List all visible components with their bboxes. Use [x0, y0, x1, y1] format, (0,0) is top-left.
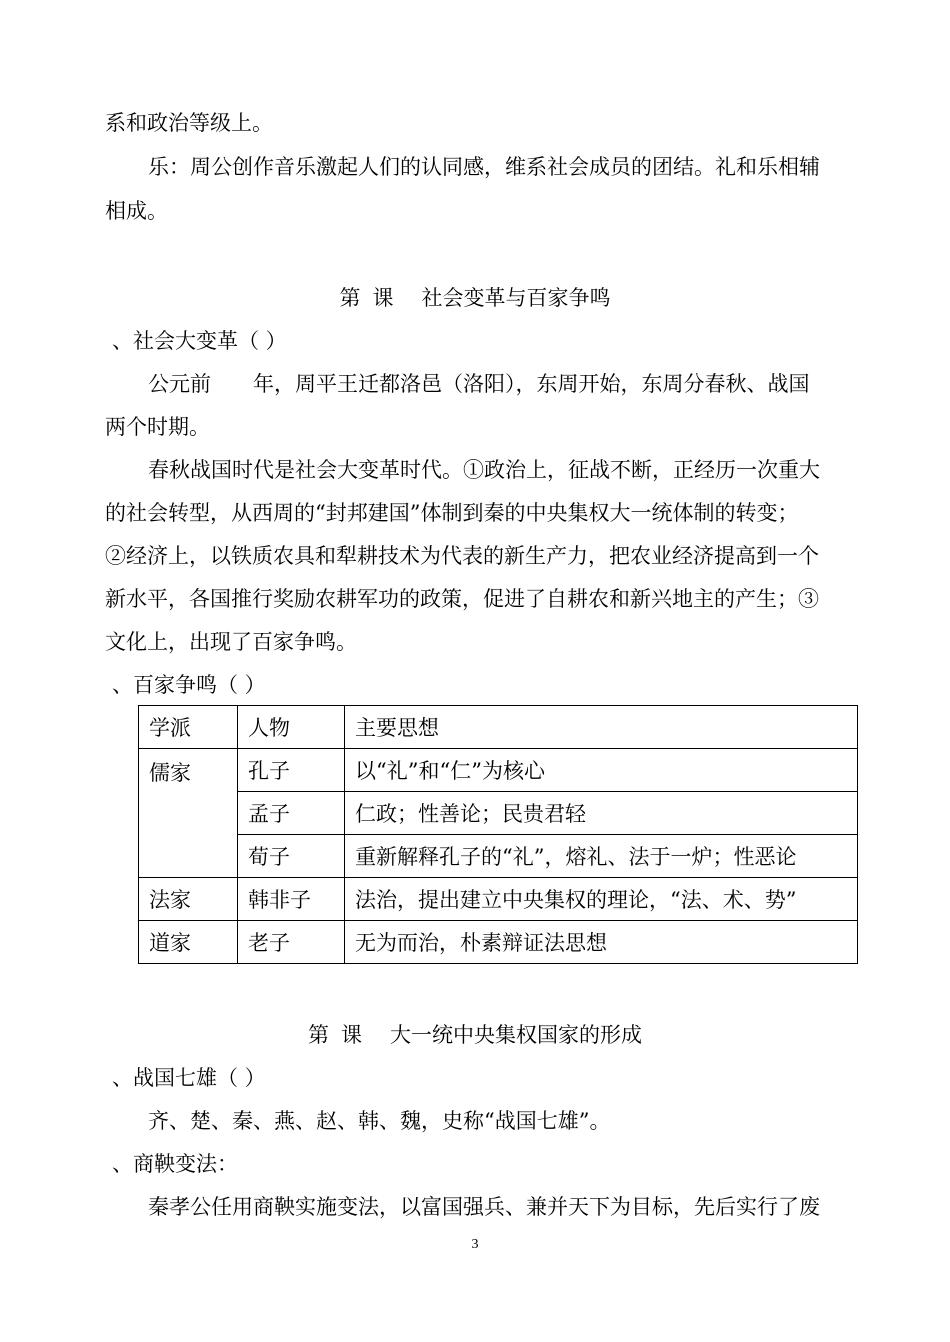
table-header-cell: 人物 [238, 706, 345, 749]
text-line: 两个时期。 [105, 415, 210, 439]
lesson-title: 第 课 大一统中央集权国家的形成 [308, 1023, 642, 1047]
table-cell: 法治，提出建立中央集权的理论，“法、术、势” [345, 878, 858, 921]
table-cell: 荀子 [238, 835, 345, 878]
table-cell: 无为而治，朴素辩证法思想 [345, 921, 858, 964]
table-row [139, 749, 858, 792]
table-cell: 仁政；性善论；民贵君轻 [345, 792, 858, 835]
table-cell: 以“礼”和“仁”为核心 [345, 749, 858, 792]
table-row [139, 921, 858, 964]
table-header-row [139, 706, 858, 749]
table-cell: 儒家 [139, 749, 238, 878]
text-line: 春秋战国时代是社会大变革时代。①政治上，征战不断，正经历一次重大 [148, 458, 820, 482]
text-line: 新水平，各国推行奖励农耕军功的政策，促进了自耕农和新兴地主的产生；③ [105, 587, 819, 611]
section-heading: 、战国七雄（ ） [112, 1066, 266, 1090]
page-number: 3 [471, 1237, 479, 1252]
table-row [139, 792, 858, 835]
text-line: 秦孝公任用商鞅实施变法，以富国强兵、兼并天下为目标，先后实行了废 [148, 1195, 820, 1219]
section-heading: 、社会大变革（ ） [112, 329, 287, 353]
text-line: 齐、楚、秦、燕、赵、韩、魏，史称“战国七雄”。 [148, 1109, 611, 1133]
text-line: 文化上，出现了百家争鸣。 [105, 630, 357, 654]
text-line: 的社会转型，从西周的“封邦建国”体制到秦的中央集权大一统体制的转变； [105, 501, 799, 525]
table-row [139, 878, 858, 921]
text-line: 乐：周公创作音乐激起人们的认同感，维系社会成员的团结。礼和乐相辅 [148, 155, 820, 179]
text-line: 相成。 [105, 199, 168, 223]
table-header-cell: 主要思想 [345, 706, 858, 749]
table-cell: 道家 [139, 921, 238, 964]
section-heading: 、商鞅变法： [112, 1152, 238, 1176]
table-cell: 孔子 [238, 749, 345, 792]
table-cell: 法家 [139, 878, 238, 921]
section-heading: 、百家争鸣（ ） [112, 673, 266, 697]
lesson-title: 第 课 社会变革与百家争鸣 [339, 286, 611, 310]
table-cell: 韩非子 [238, 878, 345, 921]
schools-table [138, 705, 858, 964]
table-row [139, 835, 858, 878]
table-header-cell: 学派 [139, 706, 238, 749]
text-line: 公元前 年，周平王迁都洛邑（洛阳），东周开始，东周分春秋、战国 [148, 372, 810, 396]
table-cell: 老子 [238, 921, 345, 964]
text-line: ②经济上，以铁质农具和犁耕技术为代表的新生产力，把农业经济提高到一个 [105, 544, 819, 568]
text-line: 系和政治等级上。 [105, 111, 273, 135]
table-cell: 重新解释孔子的“礼”，熔礼、法于一炉；性恶论 [345, 835, 858, 878]
table-cell: 孟子 [238, 792, 345, 835]
